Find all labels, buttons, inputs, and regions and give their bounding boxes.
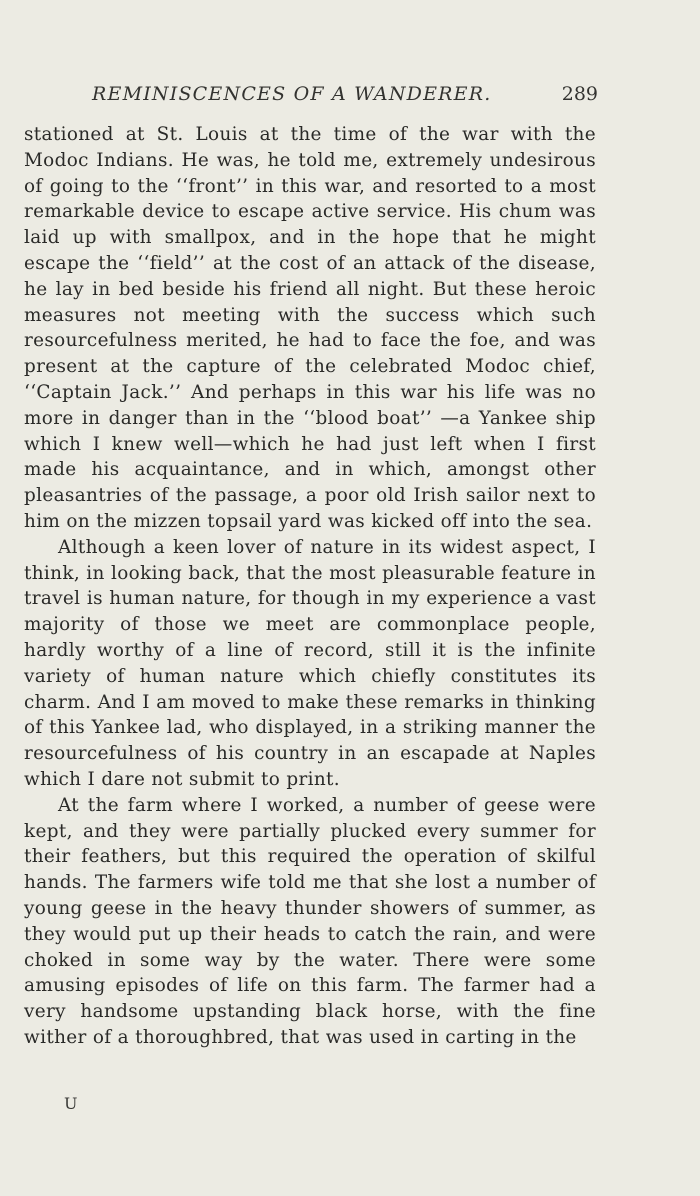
- running-title: REMINISCENCES OF A WANDERER.: [92, 83, 492, 105]
- page-number: 289: [561, 83, 598, 105]
- paragraph-2: Although a keen lover of nature in its widest aspect, I think, in looking back, that the most pleasurable feature in travel is human nature, for though in my experience a vast majority of those we meet are commonplace people, hardly worthy of a line of record, still it is the infinite variety of human nature which chiefly constitutes its charm. And I am moved to make these remarks in thinking of this Yankee lad, who displayed, in a striking manner the resourcefulness of his country in an escapade at Naples which I dare not submit to print.: [24, 536, 596, 790]
- body-text: [24, 122, 596, 1051]
- paragraph-3: At the farm where I worked, a number of geese were kept, and they were partially plucked every summer for their feathers, but this required the operation of skilful hands. The farmers wife told me that she lost a number of young geese in the heavy thunder showers of summer, as they would put up their heads to catch the rain, and were choked in some way by the water. There were some amusing episodes of life on this farm. The farmer had a very handsome upstanding black horse, with the fine wither of a thoroughbred, that was used in carting in the: [24, 794, 596, 1048]
- paragraph-1: stationed at St. Louis at the time of the war with the Modoc Indians. He was, he told me, extremely undesirous of going to the ‘‘front’’ in this war, and resorted to a most remarkable device to escape active service. His chum was laid up with smallpox, and in the hope that he might escape the ‘‘field’’ at the cost of an attack of the disease, he lay in bed beside his friend all night. But these heroic measures not meeting with the success which such resourcefulness merited, he had to face the foe, and was present at the capture of the celebrated Modoc chief, ‘‘Captain Jack.’’ And perhaps in this war his life was no more in danger than in the ‘‘blood boat’’ —a Yankee ship which I knew well—which he had just left when I first made his acquaintance, and in which, amongst other pleasantries of the passage, a poor old Irish sailor next to him on the mizzen topsail yard was kicked off into the sea.: [24, 124, 596, 532]
- running-head: [92, 79, 598, 109]
- signature-mark: U: [64, 1094, 78, 1113]
